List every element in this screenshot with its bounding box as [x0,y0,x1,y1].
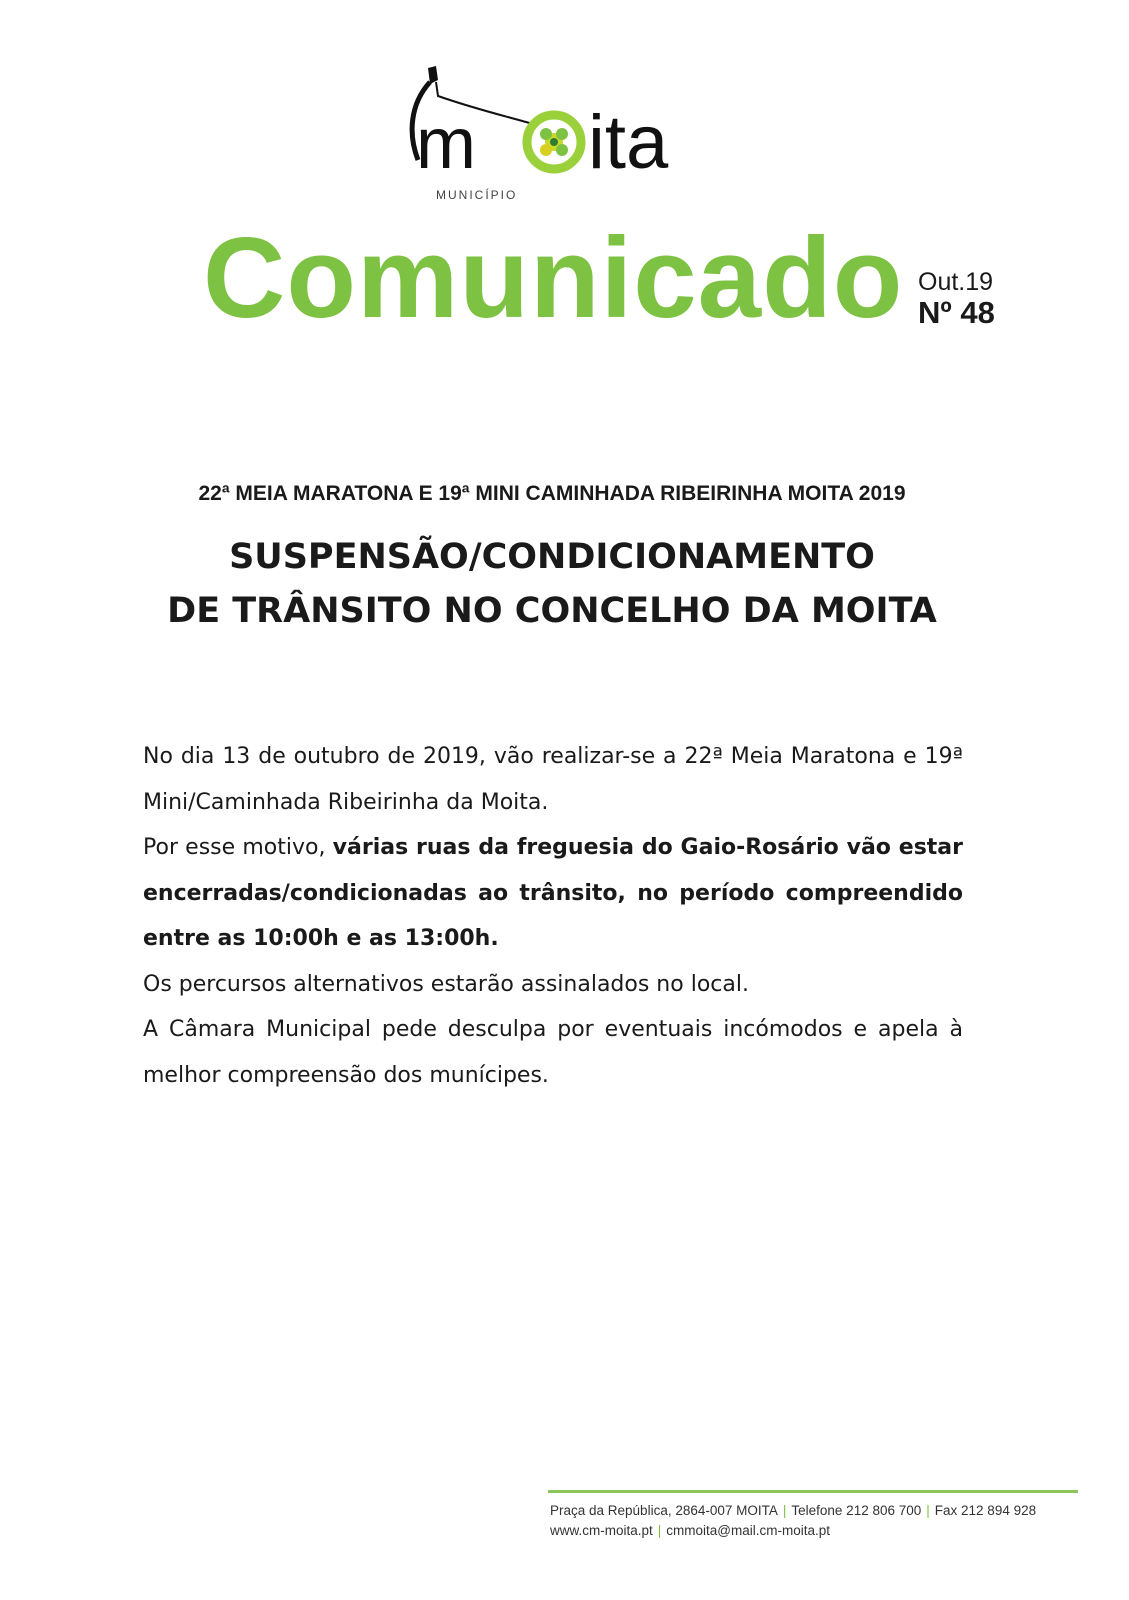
paragraph-4: A Câmara Municipal pede desculpa por eventuais incómodos e apela à melhor compreensão dos munícipes. [143,1017,963,1088]
paragraph-2 [143,825,963,962]
footer [550,1501,1036,1541]
headline [0,480,1104,638]
footer-website[interactable]: www.cm-moita.pt [550,1523,653,1538]
svg-text:m: m [416,104,476,184]
footer-email[interactable]: cmmoita@mail.cm-moita.pt [666,1523,831,1538]
issue-date: Out.19 [918,268,994,296]
document-type-title: Comunicado [203,215,904,342]
main-title [0,530,1104,638]
paragraph-2-intro: Por esse motivo, [143,835,333,860]
separator: | [657,1523,662,1538]
event-subtitle: 22ª MEIA MARATONA E 19ª MINI CAMINHADA RIBEIRINHA MOITA 2019 [198,482,906,505]
logo-subtitle: MUNICÍPIO [436,188,518,202]
title-line-1: SUSPENSÃO/CONDICIONAMENTO [229,537,875,577]
paragraph-3: Os percursos alternativos estarão assinalados no local. [143,971,749,997]
issue-info [918,268,995,330]
separator: | [782,1503,787,1518]
body-text [143,734,963,1098]
issue-number: Nº 48 [918,295,995,330]
footer-divider [548,1490,1078,1493]
separator: | [926,1503,930,1518]
footer-address: Praça da República, 2864-007 MOITA [550,1503,778,1518]
footer-phone: Telefone 212 806 700 [791,1503,922,1518]
footer-fax: Fax 212 894 928 [934,1503,1037,1518]
paragraph-2-bold: várias ruas da freguesia do Gaio-Rosário vão estar encerradas/condicionadas ao trânsito, no período compreendido entre as 10:00h e as 13:00h. [143,835,963,951]
paragraph-1: No dia 13 de outubro de 2019, vão realizar-se a 22ª Meia Maratona e 19ª Mini/Caminhada Ribeirinha da Moita. [143,744,963,815]
title-line-2: DE TRÂNSITO NO CONCELHO DA MOITA [167,591,937,631]
svg-text:ita: ita [588,100,669,185]
moita-logo [398,62,708,202]
